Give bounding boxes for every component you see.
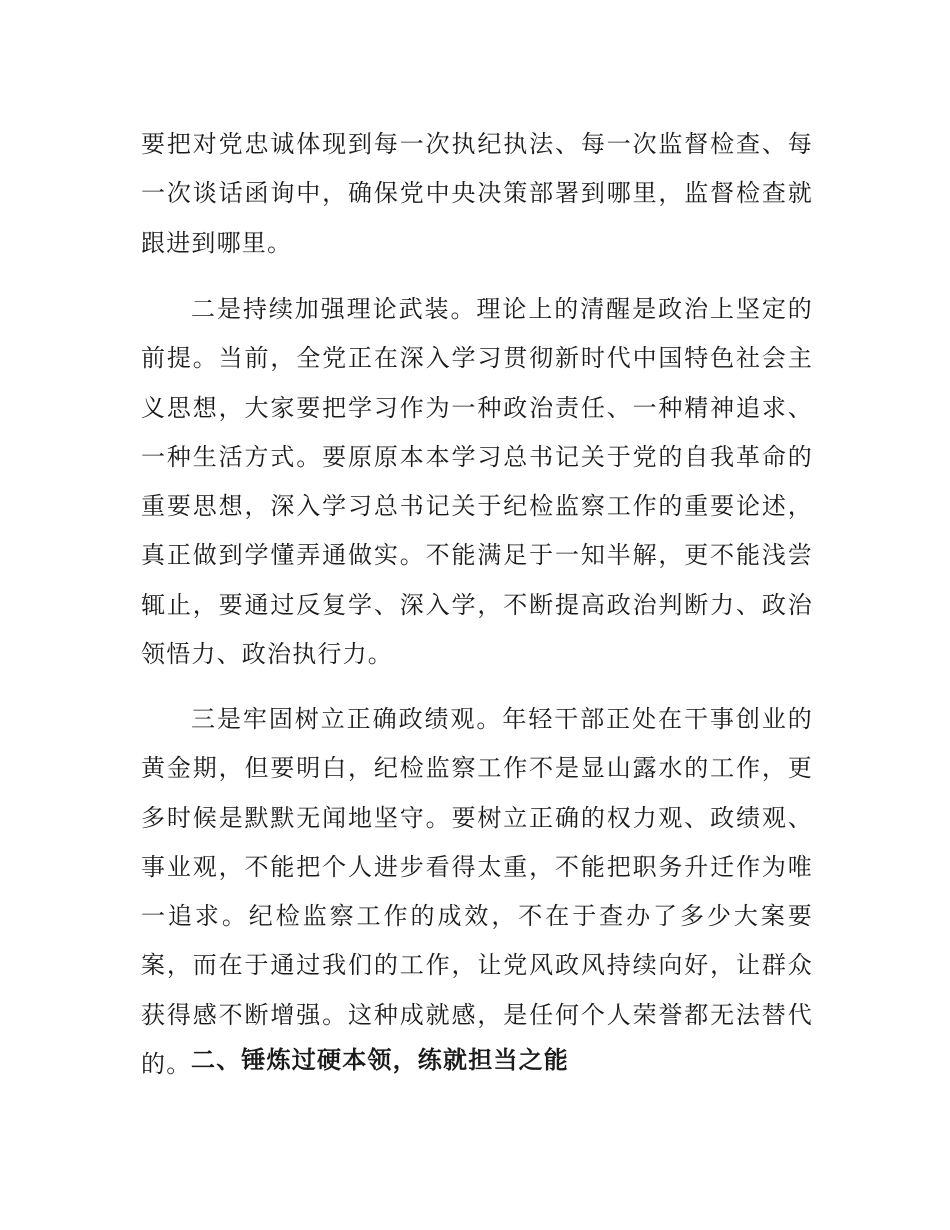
paragraph-point-three: 三是牢固树立正确政绩观。年轻干部正处在干事创业的黄金期，但要明白，纪检监察工作不是显山露水的工作，更多时候是默默无闻地坚守。要树立正确的权力观、政绩观、事业观，不能把个人进步看得太重，不能把职务升迁作为唯一追求。纪检监察工作的成效，不在于查办了多少大案要案，而在于通过我们的工作，让党风政风持续向好，让群众获得感不断增强。这种成就感，是任何个人荣誉都无法替代的。 bbox=[141, 705, 813, 1079]
paragraph-continuation: 要把对党忠诚体现到每一次执纪执法、每一次监督检查、每一次谈话函询中，确保党中央决策部署到哪里，监督检查就跟进到哪里。 bbox=[141, 130, 813, 257]
section-heading: 二、锤炼过硬本领，练就担当之能 bbox=[191, 1046, 569, 1074]
paragraph-point-two: 二是持续加强理论武装。理论上的清醒是政治上坚定的前提。当前，全党正在深入学习贯彻新时代中国特色社会主义思想，大家要把学习作为一种政治责任、一种精神追求、一种生活方式。要原原本本学习总书记关于党的自我革命的重要思想，深入学习总书记关于纪检监察工作的重要论述，真正做到学懂弄通做实。不能满足于一知半解，更不能浅尝辄止，要通过反复学、深入学，不断提高政治判断力、政治领悟力、政治执行力。 bbox=[141, 295, 813, 669]
